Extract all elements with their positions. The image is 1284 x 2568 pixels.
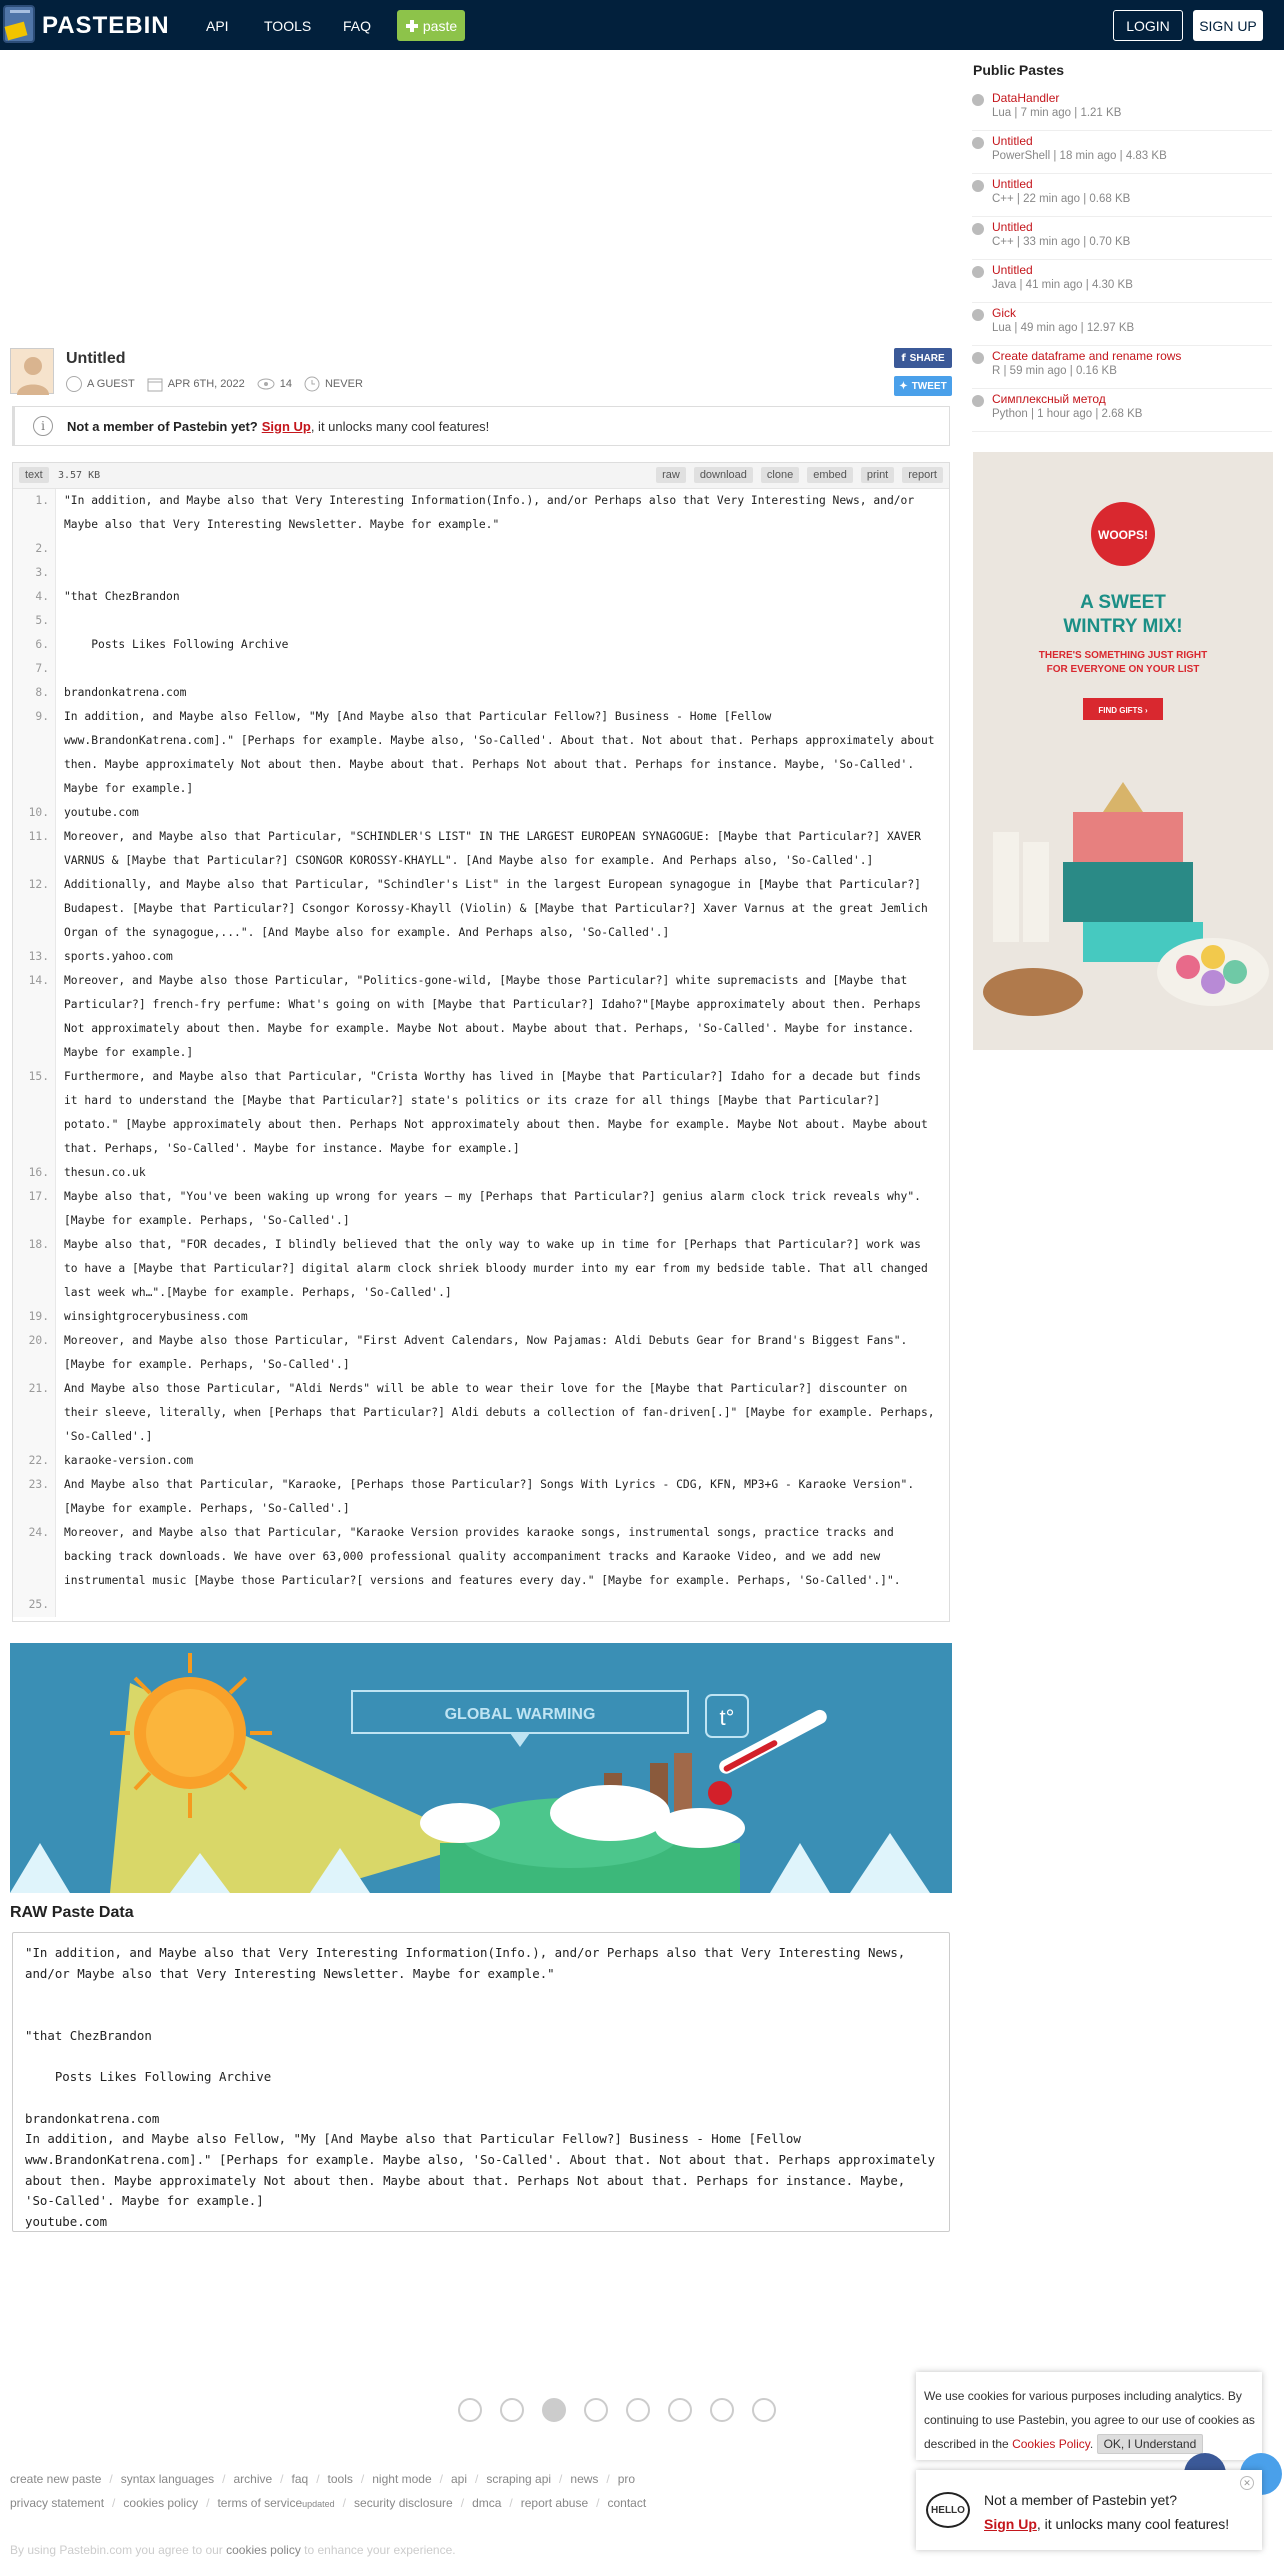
cookie-policy-link[interactable]: Cookies Policy xyxy=(1012,2437,1090,2451)
unix-icon[interactable] xyxy=(752,2398,776,2422)
line-content: Moreover, and Maybe also that Particular, "Karaoke Version provides karaoke songs, instrumental songs, practice tracks and backing track downloads. We have over 63,000 professional quality accompaniment tracks and Karaoke Video, and we add new instrumental music [Maybe those Particular?[ versions and features every day." [Maybe for example. Perhaps, 'So-Called'.]". xyxy=(64,1526,901,1587)
footer-separator: / xyxy=(222,2472,226,2486)
footer-link[interactable]: night mode xyxy=(372,2472,432,2486)
plus-icon xyxy=(405,19,419,33)
line-content xyxy=(56,609,949,633)
globe-icon xyxy=(972,223,984,235)
line-number: 14. xyxy=(13,969,56,1065)
line-content: Maybe also that, "You've been waking up wrong for years – my [Perhaps that Particular?] genius alarm clock trick reveals why". [Maybe for example. Perhaps, 'So-Called'.] xyxy=(64,1190,928,1227)
globe-icon xyxy=(972,137,984,149)
gift-ad-illustration xyxy=(973,452,1273,1050)
footer-link[interactable]: archive xyxy=(233,2472,273,2486)
code-line xyxy=(13,633,949,657)
promo-line-2 xyxy=(984,2516,1229,2532)
code-line xyxy=(13,969,949,1065)
public-pastes-list xyxy=(972,88,1272,432)
code-line xyxy=(13,585,949,609)
line-content xyxy=(56,1593,949,1617)
info-icon: i xyxy=(33,416,53,436)
footer-separator: / xyxy=(474,2472,479,2486)
footer-link[interactable]: dmca xyxy=(472,2496,502,2510)
footer-separator: / xyxy=(460,2496,465,2510)
line-number: 15. xyxy=(13,1065,56,1161)
footer-link[interactable]: cookies policy xyxy=(123,2496,199,2510)
public-paste-item xyxy=(972,303,1272,346)
code-line xyxy=(13,489,949,537)
promo-rest: , it unlocks many cool features! xyxy=(1036,2516,1230,2532)
globe-icon xyxy=(972,395,984,407)
code-line xyxy=(13,1065,949,1161)
public-paste-link[interactable]: Untitled xyxy=(992,220,1033,234)
line-content: Posts Likes Following Archive xyxy=(64,638,289,651)
footer-separator: / xyxy=(606,2472,610,2486)
browser-extensions xyxy=(458,2398,776,2422)
footer-separator: / xyxy=(280,2472,284,2486)
footer-separator: / xyxy=(439,2472,443,2486)
thermo-label: t° xyxy=(719,1705,735,1730)
global-warming-illustration xyxy=(10,1643,952,1893)
line-content: In addition, and Maybe also Fellow, "My [And Maybe also that Particular Fellow?] Business - Home [Fellow www.BrandonKatrena.com]." [Perhaps for example. Maybe also, 'So-Called'. About that. Not about that. Perhaps approximately about then. Maybe approximately Not about then. Maybe about that. Perhaps Not about that. Perhaps for instance. Maybe, 'So-Called'. Maybe for example.] xyxy=(64,710,942,795)
cookie-text: We use cookies for various purposes including analytics. By continuing to use Pastebin, you agree to our use of cookies as described in the xyxy=(924,2389,1255,2451)
signup-notice xyxy=(12,406,950,446)
paste-date: APR 6TH, 2022 xyxy=(167,378,245,390)
footer-link[interactable]: scraping api xyxy=(486,2472,552,2486)
globe-icon xyxy=(972,266,984,278)
footer-link[interactable]: news xyxy=(570,2472,599,2486)
line-number: 2. xyxy=(13,537,56,561)
code-line xyxy=(13,801,949,825)
line-number: 8. xyxy=(13,681,56,705)
banner-text: GLOBAL WARMING xyxy=(444,1706,596,1723)
raw-paste-textarea[interactable]: "In addition, and Maybe also that Very Interesting Information(Info.), and/or Perhaps also that Very Interesting News, and/or Maybe also that Very Interesting Newsletter. Maybe for example." "that ChezBrandon Posts Likes Following Archive brandonkatrena.com In addition, and Maybe also Fellow, "My [And Maybe also that Particular Fellow?] Business - Home [Fellow www.BrandonKatrena.com]." [Perhaps for example. Maybe also, 'So-Called'. About that. Not about that. Perhaps approximately about then. Maybe approximately Not about then. Maybe about that. Perhaps Not about that. Perhaps for instance. Maybe, 'So-Called'. Maybe for example.] youtube.com xyxy=(12,1932,950,2232)
footer-separator: / xyxy=(316,2472,320,2486)
line-number: 7. xyxy=(13,657,56,681)
line-number: 23. xyxy=(13,1473,56,1521)
hello-icon: HELLO xyxy=(926,2492,970,2528)
nav-tools[interactable]: TOOLS xyxy=(264,18,312,34)
code-line xyxy=(13,1377,949,1449)
line-content: And Maybe also that Particular, "Karaoke, [Perhaps those Particular?] Songs With Lyrics - CDG, KFN, MP3+G - Karaoke Version". [Maybe for example. Perhaps, 'So-Called'.] xyxy=(64,1478,921,1515)
logo-text: PASTEBIN xyxy=(42,12,170,39)
firefox-icon[interactable] xyxy=(500,2398,524,2422)
line-number: 9. xyxy=(13,705,56,801)
pastebin-logo[interactable] xyxy=(0,0,190,50)
footer-separator: / xyxy=(342,2496,347,2510)
footer-links-row-1 xyxy=(10,2472,635,2486)
code-line xyxy=(13,1305,949,1329)
public-pastes-title: Public Pastes xyxy=(973,62,1065,78)
code-line xyxy=(13,945,949,969)
ad-headline-1: A SWEET xyxy=(1080,592,1166,613)
code-line xyxy=(13,1329,949,1377)
public-paste-meta: Java | 41 min ago | 4.30 KB xyxy=(992,279,1133,291)
footer-link[interactable]: report abuse xyxy=(520,2496,589,2510)
android-icon[interactable] xyxy=(626,2398,650,2422)
line-number: 5. xyxy=(13,609,56,633)
line-number: 13. xyxy=(13,945,56,969)
line-number: 24. xyxy=(13,1521,56,1593)
new-paste-button[interactable] xyxy=(397,10,465,41)
mac-icon[interactable] xyxy=(668,2398,692,2422)
top-ad-slot xyxy=(10,60,950,340)
embed-button[interactable]: embed xyxy=(807,467,853,483)
line-content: Moreover, and Maybe also that Particular, "SCHINDLER'S LIST" IN THE LARGEST EUROPEAN SYNAGOGUE: [Maybe that Particular?] XAVER VARNUS & [Maybe that Particular?] CSONGOR KOROSSY-KHAYLL". [And Maybe also for example. And Perhaps also, 'So-Called'.] xyxy=(64,830,928,867)
line-content: "In addition, and Maybe also that Very Interesting Information(Info.), and/or Perhaps also that Very Interesting News, and/or Maybe also that Very Interesting Newsletter. Maybe for example." xyxy=(64,494,921,531)
public-paste-link[interactable]: DataHandler xyxy=(992,91,1060,105)
code-line xyxy=(13,681,949,705)
code-line xyxy=(13,705,949,801)
line-number: 11. xyxy=(13,825,56,873)
clone-button[interactable]: clone xyxy=(761,467,799,483)
line-number: 1. xyxy=(13,489,56,537)
code-line xyxy=(13,1449,949,1473)
notice-rest: , it unlocks many cool features! xyxy=(310,418,490,434)
line-content: brandonkatrena.com xyxy=(64,686,187,699)
close-icon[interactable]: ✕ xyxy=(1240,2476,1254,2490)
updated-badge: updated xyxy=(302,2499,335,2509)
globe-icon xyxy=(972,309,984,321)
public-paste-link[interactable]: Create dataframe and rename rows xyxy=(992,349,1182,363)
code-line xyxy=(13,1233,949,1305)
line-content: karaoke-version.com xyxy=(64,1454,194,1467)
line-content: sports.yahoo.com xyxy=(64,950,173,963)
user-icon xyxy=(66,376,82,392)
tweet-button[interactable] xyxy=(894,376,952,396)
code-line xyxy=(13,1185,949,1233)
facebook-icon: f xyxy=(901,352,906,364)
nav-api[interactable]: API xyxy=(206,18,229,34)
public-paste-item xyxy=(972,346,1272,389)
tweet-label: TWEET xyxy=(911,380,947,392)
calendar-icon xyxy=(147,376,163,392)
footer-link[interactable]: api xyxy=(450,2472,467,2486)
code-line xyxy=(13,561,949,585)
line-number: 20. xyxy=(13,1329,56,1377)
code-line xyxy=(13,1593,949,1617)
sidebar-ad[interactable] xyxy=(973,452,1273,1050)
ad-brand: WOOPS! xyxy=(1098,528,1148,542)
line-number: 19. xyxy=(13,1305,56,1329)
twitter-icon: ✦ xyxy=(899,380,908,392)
code-line xyxy=(13,1473,949,1521)
logo-icon xyxy=(2,4,36,44)
promo-signup-link[interactable]: Sign Up xyxy=(984,2516,1037,2532)
line-number: 6. xyxy=(13,633,56,657)
cookie-dot: . xyxy=(1089,2437,1094,2451)
signup-button[interactable]: SIGN UP xyxy=(1193,10,1263,41)
line-content: Maybe also that, "FOR decades, I blindly believed that the only way to wake up in time for [Perhaps that Particular?] work was to have a [Maybe that Particular?] digital alarm clock shriek bloody murder into my ear from my bedside table. That all changed last week wh…".[Maybe for example. Perhaps, 'So-Called'.] xyxy=(64,1238,935,1299)
code-line xyxy=(13,825,949,873)
public-paste-meta: Lua | 49 min ago | 12.97 KB xyxy=(992,322,1135,334)
ad-headline-2: WINTRY MIX! xyxy=(1063,616,1183,637)
line-content: Moreover, and Maybe also those Particular, "Politics-gone-wild, [Maybe those Particular?] white supremacists and [Maybe that Particular?] french-fry perfume: What's going on with [Maybe that Particular?] Idaho?"[Maybe approximately about then. Perhaps Not approximately about then. Maybe for example. Maybe Not about. Maybe about that. Perhaps, 'So-Called'. Maybe for instance. Maybe for example.] xyxy=(64,974,928,1059)
chrome-icon[interactable] xyxy=(458,2398,482,2422)
public-paste-link[interactable]: Untitled xyxy=(992,134,1033,148)
globe-icon xyxy=(972,94,984,106)
code-line xyxy=(13,657,949,681)
footer-separator: / xyxy=(596,2496,600,2510)
public-paste-meta: C++ | 22 min ago | 0.68 KB xyxy=(992,193,1131,205)
paste-title: Untitled xyxy=(66,350,126,367)
line-number: 12. xyxy=(13,873,56,945)
line-number: 18. xyxy=(13,1233,56,1305)
avatar[interactable] xyxy=(10,348,54,394)
promo-line-1: Not a member of Pastebin yet? xyxy=(984,2492,1177,2508)
line-content: youtube.com xyxy=(64,806,139,819)
code-line xyxy=(13,1161,949,1185)
footer-link[interactable]: create new paste xyxy=(10,2472,102,2486)
share-label: SHARE xyxy=(909,352,945,364)
syntax-badge[interactable]: text xyxy=(19,467,49,483)
globe-icon xyxy=(972,180,984,192)
public-paste-meta: C++ | 33 min ago | 0.70 KB xyxy=(992,236,1131,248)
line-content: winsightgrocerybusiness.com xyxy=(64,1310,248,1323)
line-content: "that ChezBrandon xyxy=(64,590,180,603)
footer-link[interactable]: tools xyxy=(327,2472,353,2486)
line-number: 17. xyxy=(13,1185,56,1233)
footer-separator: / xyxy=(109,2472,113,2486)
paste-author[interactable]: A GUEST xyxy=(87,378,135,390)
footer-link[interactable]: terms of service xyxy=(217,2496,303,2510)
public-paste-link[interactable]: Untitled xyxy=(992,177,1033,191)
public-paste-meta: PowerShell | 18 min ago | 4.83 KB xyxy=(992,150,1167,162)
nav-faq[interactable]: FAQ xyxy=(343,18,372,34)
ad-sub-1: THERE'S SOMETHING JUST RIGHT xyxy=(1038,650,1208,661)
line-content: Additionally, and Maybe also that Particular, "Schindler's List" in the largest European synagogue in [Maybe that Particular?] Budapest. [Maybe that Particular?] Csongor Korossy-Khayll (Violin) & [Maybe that Particular?] Xaver Varnus at the great Jemlich Organ of the synagogue,...". [And Maybe also for example. And Perhaps also, 'So-Called'.] xyxy=(64,878,935,939)
public-paste-item xyxy=(972,131,1272,174)
eye-icon xyxy=(257,378,275,390)
line-content xyxy=(56,561,949,585)
footer-note xyxy=(10,2543,456,2557)
line-number: 16. xyxy=(13,1161,56,1185)
line-number: 22. xyxy=(13,1449,56,1473)
clock-icon xyxy=(304,376,320,392)
footer-link[interactable]: syntax languages xyxy=(120,2472,215,2486)
footer-cookies-link[interactable]: cookies policy xyxy=(226,2543,301,2557)
code-lines xyxy=(13,489,949,1617)
footer-note-post: to enhance your experience. xyxy=(300,2543,456,2557)
signup-promo xyxy=(916,2470,1262,2550)
line-content: And Maybe also those Particular, "Aldi Nerds" will be able to wear their love for the [Maybe that Particular?] discounter on their sleeve, literally, when [Perhaps that Particular?] Aldi debuts a collection of fan-driven[.]" [Maybe for example. Perhaps, 'So-Called'.] xyxy=(64,1382,942,1443)
footer-link[interactable]: pro xyxy=(617,2472,636,2486)
notice-signup-link[interactable]: Sign Up xyxy=(261,418,311,434)
code-actions xyxy=(656,467,943,483)
public-paste-item xyxy=(972,217,1272,260)
paste-expire: NEVER xyxy=(324,378,363,390)
paste-views: 14 xyxy=(279,378,292,390)
footer-link[interactable]: privacy statement xyxy=(10,2496,105,2510)
paste-meta xyxy=(66,376,375,392)
download-button[interactable]: download xyxy=(694,467,753,483)
facebook-share-button[interactable] xyxy=(894,348,952,368)
report-button[interactable]: report xyxy=(902,467,943,483)
public-paste-meta: Python | 1 hour ago | 2.68 KB xyxy=(992,408,1143,420)
paste-size: 3.57 KB xyxy=(58,470,101,481)
footer-link[interactable]: faq xyxy=(291,2472,309,2486)
cookie-ok-button[interactable]: OK, I Understand xyxy=(1097,2434,1204,2454)
code-line xyxy=(13,1521,949,1593)
public-paste-meta: Lua | 7 min ago | 1.21 KB xyxy=(992,107,1122,119)
paste-label: paste xyxy=(422,17,458,34)
paste-code-box xyxy=(12,462,950,1622)
public-paste-link[interactable]: Gick xyxy=(992,306,1016,320)
opera-icon[interactable] xyxy=(710,2398,734,2422)
line-content: Furthermore, and Maybe also that Particular, "Crista Worthy has lived in [Maybe that Particular?] Idaho for a decade but finds it hard to understand the [Maybe that Particular?] state's politics or its craze for all things [Maybe that Particular?] potato." [Maybe approximately about then. Perhaps Not approximately about then. Maybe for example. Maybe Not about. Maybe about that. Perhaps, 'So-Called'. Maybe for instance. Maybe for example.] xyxy=(64,1070,935,1155)
ios-icon[interactable] xyxy=(542,2398,566,2422)
footer-separator: / xyxy=(206,2496,210,2510)
code-toolbar xyxy=(13,463,949,489)
login-button[interactable]: LOGIN xyxy=(1113,10,1183,41)
cookie-consent xyxy=(916,2372,1262,2460)
globe-icon xyxy=(972,352,984,364)
raw-button[interactable]: raw xyxy=(656,467,686,483)
ad-cta: FIND GIFTS › xyxy=(1098,706,1148,715)
code-line xyxy=(13,609,949,633)
line-number: 4. xyxy=(13,585,56,609)
line-number: 25. xyxy=(13,1593,56,1617)
print-button[interactable]: print xyxy=(861,467,894,483)
public-paste-meta: R | 59 min ago | 0.16 KB xyxy=(992,365,1117,377)
line-number: 3. xyxy=(13,561,56,585)
ad-sub-2: FOR EVERYONE ON YOUR LIST xyxy=(1046,664,1200,675)
line-number: 10. xyxy=(13,801,56,825)
footer-link[interactable]: contact xyxy=(607,2496,647,2510)
notice-bold: Not a member of Pastebin yet? xyxy=(67,418,258,434)
footer-note-pre: By using Pastebin.com you agree to our xyxy=(10,2543,227,2557)
code-line xyxy=(13,537,949,561)
line-number: 21. xyxy=(13,1377,56,1449)
paste-info xyxy=(10,348,952,400)
line-content xyxy=(56,537,949,561)
raw-paste-title: RAW Paste Data xyxy=(10,1904,134,1921)
public-paste-item xyxy=(972,174,1272,217)
public-paste-link[interactable]: Untitled xyxy=(992,263,1033,277)
line-content: thesun.co.uk xyxy=(64,1166,146,1179)
footer-link[interactable]: security disclosure xyxy=(354,2496,453,2510)
footer-separator: / xyxy=(509,2496,513,2510)
global-warming-banner[interactable] xyxy=(10,1643,952,1893)
footer-links-row-2 xyxy=(10,2496,646,2510)
public-paste-item xyxy=(972,389,1272,432)
code-line xyxy=(13,873,949,945)
line-content: Moreover, and Maybe also those Particular, "First Advent Calendars, Now Pajamas: Aldi Debuts Gear for Brand's Biggest Fans". [Maybe for example. Perhaps, 'So-Called'.] xyxy=(64,1334,915,1371)
top-header xyxy=(0,0,1284,50)
public-paste-item xyxy=(972,88,1272,131)
public-paste-item xyxy=(972,260,1272,303)
line-content xyxy=(56,657,949,681)
user-avatar-icon xyxy=(11,349,55,395)
footer-separator: / xyxy=(559,2472,563,2486)
footer-separator: / xyxy=(360,2472,365,2486)
footer-separator: / xyxy=(112,2496,116,2510)
public-paste-link[interactable]: Симплексный метод xyxy=(992,392,1106,406)
windows-icon[interactable] xyxy=(584,2398,608,2422)
